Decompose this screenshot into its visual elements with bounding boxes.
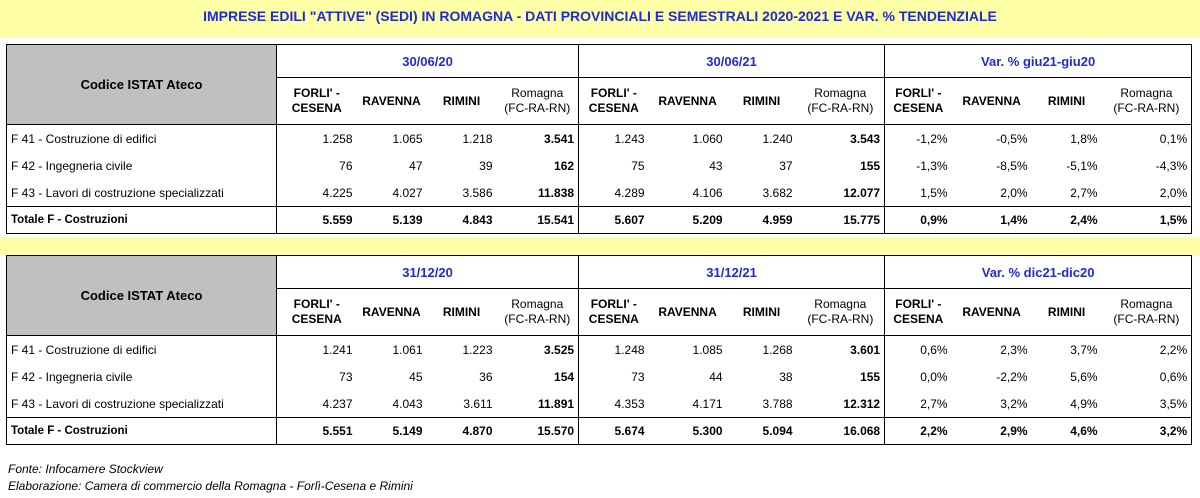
col-romagna-line1: Romagna [1120, 86, 1173, 100]
col-rimini: RIMINI [427, 78, 497, 125]
value-cell: 1.218 [462, 131, 493, 146]
value-cell: 2,4% [1032, 207, 1102, 234]
value-cell: 4.043 [392, 396, 423, 411]
row-label: Totale F - Costruzioni [7, 207, 277, 234]
value-cell: 1.085 [692, 342, 723, 357]
value-cell: 3.543 [797, 125, 885, 153]
value-cell: 11.838 [497, 179, 579, 207]
value-cell: 2,0% [1000, 185, 1028, 200]
value-cell: 154 [497, 363, 579, 390]
value-cell: 5.674 [579, 418, 649, 445]
value-cell: 1.241 [277, 336, 357, 364]
value-cell: 3.586 [462, 185, 493, 200]
value-cell: 76 [277, 152, 357, 179]
value-cell: 5.094 [727, 418, 797, 445]
value-cell: -1,2% [916, 131, 948, 146]
value-cell: 4.959 [727, 207, 797, 234]
table-row [7, 363, 1192, 390]
col-romagna-line2: (FC-RA-RN) [504, 312, 571, 326]
row-label: F 43 - Lavori di costruzione specializzati [7, 390, 277, 418]
value-cell: 45 [409, 369, 423, 384]
col-rimini: RIMINI [727, 78, 797, 125]
col-forli-line1: FORLI' - [293, 86, 340, 100]
row-label: F 41 - Costruzione di edifici [7, 336, 277, 364]
col-romagna-line2: (FC-RA-RN) [1113, 312, 1180, 326]
elaboration-note: Elaborazione: Camera di commercio della Romagna - Forlì-Cesena e Rimini [8, 479, 413, 493]
date2-header: 31/12/21 [579, 256, 885, 289]
value-cell: -4,3% [1102, 152, 1192, 179]
value-cell: 1.268 [762, 342, 793, 357]
value-cell: 15.570 [497, 418, 579, 445]
value-cell: 15.541 [497, 207, 579, 234]
value-cell: 2,2% [885, 418, 952, 445]
col-forli-line1: FORLI' - [895, 297, 942, 311]
row-label: Totale F - Costruzioni [7, 418, 277, 445]
col-forli-line2: CESENA [893, 312, 944, 326]
value-cell: 3.541 [497, 125, 579, 153]
col-forli-line1: FORLI' - [590, 297, 637, 311]
value-cell: 0,6% [920, 342, 948, 357]
var-header: Var. % dic21-dic20 [885, 256, 1192, 289]
date1-header: 31/12/20 [277, 256, 579, 289]
value-cell: 2,3% [1000, 342, 1028, 357]
value-cell: 1,4% [952, 207, 1032, 234]
value-cell: 1,8% [1070, 131, 1098, 146]
table-second-semester [6, 255, 1192, 445]
value-cell: 5.607 [579, 207, 649, 234]
row-label: F 42 - Ingegneria civile [7, 152, 277, 179]
col-rimini: RIMINI [727, 289, 797, 336]
value-cell: 0,1% [1102, 125, 1192, 153]
value-cell: 37 [779, 158, 793, 173]
source-note: Fonte: Infocamere Stockview [8, 462, 163, 476]
value-cell: 1.223 [462, 342, 493, 357]
value-cell: 4,6% [1032, 418, 1102, 445]
value-cell: 4.843 [427, 207, 497, 234]
value-cell: 75 [631, 158, 645, 173]
value-cell: -8,5% [996, 158, 1028, 173]
col-romagna-line2: (FC-RA-RN) [1113, 101, 1180, 115]
value-cell: 1.258 [277, 125, 357, 153]
value-cell: 73 [277, 363, 357, 390]
value-cell: 1.243 [614, 131, 645, 146]
value-cell: 12.077 [797, 179, 885, 207]
col-romagna-line2: (FC-RA-RN) [504, 101, 571, 115]
col-forli [277, 78, 357, 125]
col-forli-line1: FORLI' - [895, 86, 942, 100]
col-romagna [497, 289, 579, 336]
value-cell: 1.061 [392, 342, 423, 357]
value-cell: 5.139 [357, 207, 427, 234]
value-cell: 4.353 [614, 396, 645, 411]
value-cell: 3,7% [1070, 342, 1098, 357]
value-cell: -2,2% [996, 369, 1028, 384]
value-cell: 4,9% [1070, 396, 1098, 411]
col-romagna [1102, 289, 1192, 336]
value-cell: 3.682 [762, 185, 793, 200]
value-cell: 2,7% [920, 396, 948, 411]
value-cell: 15.775 [797, 207, 885, 234]
value-cell: 36 [479, 369, 493, 384]
value-cell: 4.171 [692, 396, 723, 411]
col-forli-line2: CESENA [291, 312, 342, 326]
col-forli [885, 289, 952, 336]
value-cell: 5.551 [277, 418, 357, 445]
col-romagna-line1: Romagna [814, 86, 867, 100]
value-cell: 3,2% [1000, 396, 1028, 411]
value-cell: -5,1% [1066, 158, 1098, 173]
col-forli-line1: FORLI' - [293, 297, 340, 311]
col-forli-line2: CESENA [291, 101, 342, 115]
value-cell: -1,3% [916, 158, 948, 173]
value-cell: 3,2% [1102, 418, 1192, 445]
value-cell: 0,9% [885, 207, 952, 234]
col-romagna-line2: (FC-RA-RN) [807, 101, 874, 115]
value-cell: 5.559 [277, 207, 357, 234]
code-header: Codice ISTAT Ateco [7, 256, 277, 336]
value-cell: 5.209 [649, 207, 727, 234]
value-cell: 3.611 [463, 396, 493, 411]
total-row [7, 207, 1192, 234]
value-cell: 4.106 [692, 185, 723, 200]
col-rimini: RIMINI [427, 289, 497, 336]
col-romagna-line1: Romagna [511, 86, 564, 100]
row-label: F 42 - Ingegneria civile [7, 363, 277, 390]
value-cell: 4.237 [277, 390, 357, 418]
value-cell: 1,5% [1102, 207, 1192, 234]
value-cell: 155 [797, 363, 885, 390]
value-cell: 3.788 [762, 396, 793, 411]
value-cell: -0,5% [996, 131, 1028, 146]
value-cell: 2,0% [1102, 179, 1192, 207]
code-header: Codice ISTAT Ateco [7, 45, 277, 125]
value-cell: 3.525 [497, 336, 579, 364]
row-label: F 43 - Lavori di costruzione specializzati [7, 179, 277, 207]
col-romagna [497, 78, 579, 125]
date2-header: 30/06/21 [579, 45, 885, 78]
value-cell: 5,6% [1070, 369, 1098, 384]
value-cell: 16.068 [797, 418, 885, 445]
col-forli [579, 289, 649, 336]
value-cell: 0,6% [1102, 363, 1192, 390]
row-label: F 41 - Costruzione di edifici [7, 125, 277, 153]
table-first-semester [6, 44, 1192, 234]
value-cell: 1.240 [762, 131, 793, 146]
footnotes [8, 461, 413, 495]
col-forli-line2: CESENA [588, 312, 639, 326]
table-row [7, 152, 1192, 179]
value-cell: 39 [479, 158, 493, 173]
value-cell: 43 [709, 158, 723, 173]
value-cell: 5.149 [357, 418, 427, 445]
col-romagna-line1: Romagna [1120, 297, 1173, 311]
date1-header: 30/06/20 [277, 45, 579, 78]
value-cell: 3.601 [797, 336, 885, 364]
col-romagna-line1: Romagna [511, 297, 564, 311]
value-cell: 0,0% [920, 369, 948, 384]
col-romagna [797, 78, 885, 125]
table-row [7, 336, 1192, 364]
col-forli [579, 78, 649, 125]
separator-band [0, 237, 1200, 255]
col-forli-line1: FORLI' - [590, 86, 637, 100]
col-forli [885, 78, 952, 125]
col-romagna-line1: Romagna [814, 297, 867, 311]
col-rimini: RIMINI [1032, 78, 1102, 125]
table-row [7, 390, 1192, 418]
table-row [7, 125, 1192, 153]
value-cell: 4.027 [392, 185, 423, 200]
col-ravenna: RAVENNA [357, 78, 427, 125]
value-cell: 2,7% [1070, 185, 1098, 200]
value-cell: 38 [779, 369, 793, 384]
report-title: IMPRESE EDILI "ATTIVE" (SEDI) IN ROMAGNA - DATI PROVINCIALI E SEMESTRALI 2020-2021 E VAR. % TENDENZIALE [0, 0, 1200, 38]
value-cell: 162 [497, 152, 579, 179]
table-row [7, 179, 1192, 207]
total-row [7, 418, 1192, 445]
value-cell: 1,5% [920, 185, 948, 200]
col-romagna [1102, 78, 1192, 125]
value-cell: 44 [709, 369, 723, 384]
value-cell: 3,5% [1102, 390, 1192, 418]
value-cell: 2,9% [952, 418, 1032, 445]
col-romagna [797, 289, 885, 336]
value-cell: 4.289 [614, 185, 645, 200]
value-cell: 4.870 [427, 418, 497, 445]
col-ravenna: RAVENNA [649, 289, 727, 336]
col-ravenna: RAVENNA [649, 78, 727, 125]
value-cell: 2,2% [1102, 336, 1192, 364]
col-forli [277, 289, 357, 336]
col-ravenna: RAVENNA [357, 289, 427, 336]
col-forli-line2: CESENA [588, 101, 639, 115]
value-cell: 1.065 [392, 131, 423, 146]
var-header: Var. % giu21-giu20 [885, 45, 1192, 78]
value-cell: 73 [631, 369, 645, 384]
value-cell: 47 [409, 158, 423, 173]
value-cell: 11.891 [497, 390, 579, 418]
col-ravenna: RAVENNA [952, 78, 1032, 125]
col-romagna-line2: (FC-RA-RN) [807, 312, 874, 326]
value-cell: 155 [797, 152, 885, 179]
col-ravenna: RAVENNA [952, 289, 1032, 336]
value-cell: 12.312 [797, 390, 885, 418]
col-rimini: RIMINI [1032, 289, 1102, 336]
col-forli-line2: CESENA [893, 101, 944, 115]
value-cell: 4.225 [277, 179, 357, 207]
value-cell: 1.248 [614, 342, 645, 357]
value-cell: 5.300 [649, 418, 727, 445]
value-cell: 1.060 [692, 131, 723, 146]
